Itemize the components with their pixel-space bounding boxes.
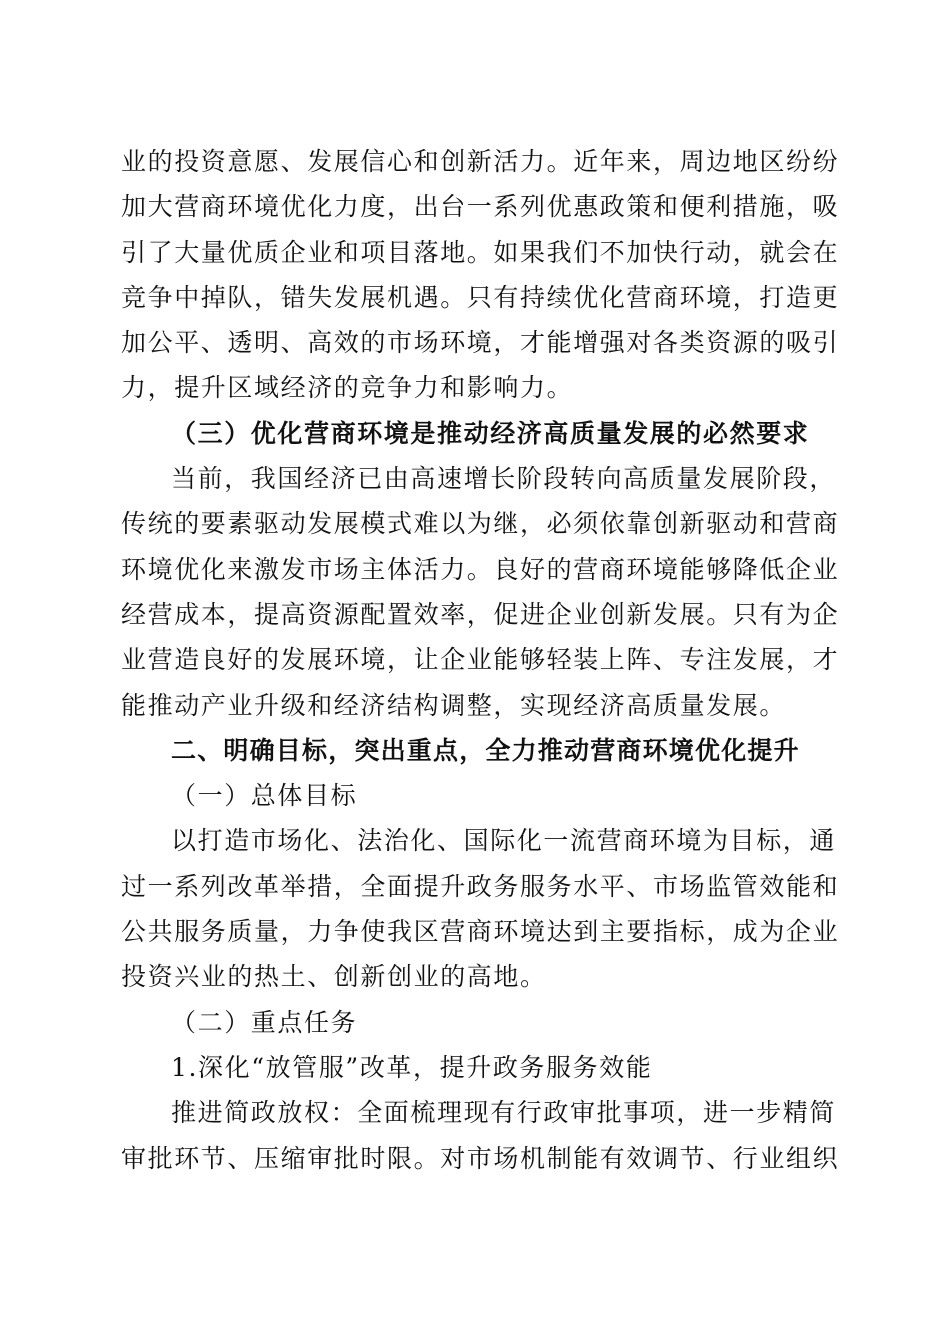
paragraph-line: 力，提升区域经济的竞争力和影响力。 <box>121 373 574 403</box>
paragraph-line: 推进简政放权：全面梳理现有行政审批事项，进一步精简 <box>171 1098 837 1128</box>
paragraph-line: 过一系列改革举措，全面提升政务服务水平、市场监管效能和 <box>121 871 840 901</box>
section-heading-3: （三）优化营商环境是推动经济高质量发展的必然要求 <box>171 418 810 448</box>
document-body <box>121 139 840 1181</box>
paragraph-line: 竞争中掉队，错失发展机遇。只有持续优化营商环境，打造更 <box>121 282 840 312</box>
paragraph-line: 当前，我国经济已由高速增长阶段转向高质量发展阶段， <box>171 464 837 494</box>
paragraph-line: 经营成本，提高资源配置效率，促进企业创新发展。只有为企 <box>121 599 840 629</box>
paragraph-line: 以打造市场化、法治化、国际化一流营商环境为目标，通 <box>171 826 837 856</box>
paragraph-line: 审批环节、压缩审批时限。对市场机制能有效调节、行业组织 <box>121 1143 840 1173</box>
paragraph-line: 传统的要素驱动发展模式难以为继，必须依靠创新驱动和营商 <box>121 509 840 539</box>
paragraph-line: 业的投资意愿、发展信心和创新活力。近年来，周边地区纷纷 <box>121 147 840 176</box>
paragraph-line: 能推动产业升级和经济结构调整，实现经济高质量发展。 <box>121 690 787 720</box>
paragraph-line: 环境优化来激发市场主体活力。良好的营商环境能够降低企业 <box>121 554 840 584</box>
paragraph-line: 公共服务质量，力争使我区营商环境达到主要指标，成为企业 <box>121 917 840 947</box>
subheading-key-tasks: （二）重点任务 <box>171 1007 358 1037</box>
paragraph-line: 投资兴业的热土、创新创业的高地。 <box>121 962 547 992</box>
paragraph-line: 业营造良好的发展环境，让企业能够轻装上阵、专注发展，才 <box>121 645 840 675</box>
subheading-overall-goal: （一）总体目标 <box>171 781 358 811</box>
paragraph-line: 加大营商环境优化力度，出台一系列优惠政策和便利措施，吸 <box>121 192 840 222</box>
paragraph-line: 引了大量优质企业和项目落地。如果我们不加快行动，就会在 <box>121 237 840 267</box>
chapter-heading-2: 二、明确目标，突出重点，全力推动营商环境优化提升 <box>171 735 800 765</box>
task-item-heading: 1.深化“放管服”改革，提升政务服务效能 <box>171 1052 653 1082</box>
paragraph-line: 加公平、透明、高效的市场环境，才能增强对各类资源的吸引 <box>121 328 840 358</box>
